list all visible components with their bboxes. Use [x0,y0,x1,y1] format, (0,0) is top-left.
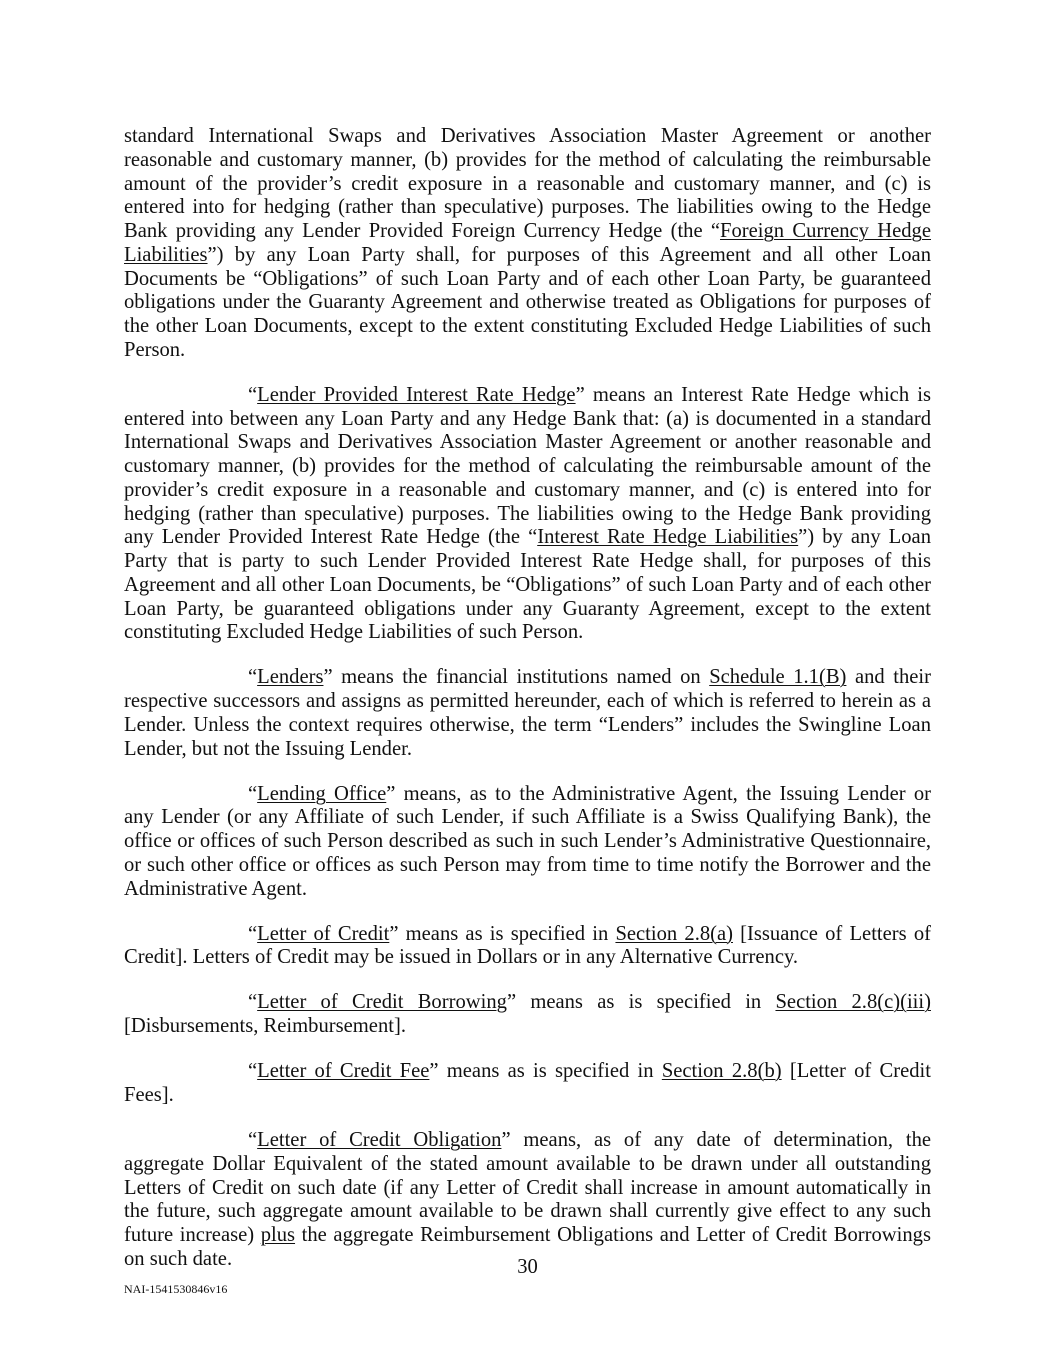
paragraph-text: “ [248,782,258,805]
underlined-term: Lender Provided Interest Rate Hedge [257,383,576,406]
paragraph-text: the aggregate Reimbursement Obligations and Letter of Credit Borrowings on such date. [124,1224,931,1270]
definition-paragraph [124,1129,931,1272]
definition-paragraph [124,991,931,1039]
underlined-term: Letter of Credit Borrowing [257,991,507,1014]
underlined-term: Section 2.8(b) [661,1060,782,1083]
definition-paragraph [124,783,931,902]
paragraph-text: “ [248,1129,258,1152]
definition-paragraph [124,384,931,645]
paragraph-text: [Letter of Credit Fees]. [124,1060,931,1107]
paragraph-text: “ [248,383,258,406]
underlined-term: Lending Office [257,782,387,805]
paragraph-text: ” means the financial institutions named on [323,666,710,689]
paragraph-text: and their respective successors and assigns as permitted hereunder, each of which is referred to herein as a Lender. Unless the context requires otherwise, the term “Lenders” includes the Swingline Loan Lender, but not the Issuing Lender. [124,666,931,760]
underlined-term: Letter of Credit [257,922,390,945]
paragraph-text: “ [248,666,258,689]
paragraph-text: standard International Swaps and Derivatives Association Master Agreement or another reasonable and customary manner, (b) provides for the method of calculating the reimbursable amount of the provider’s credit exposure in a reasonable and customary manner, and (c) is entered into for hedging (rather than speculative) purposes. The liabilities owing to the Hedge Bank providing any Lender Provided Foreign Currency Hedge (the “ [124,125,931,242]
underlined-term: Schedule 1.1(B) [709,666,847,689]
definition-paragraph [124,923,931,971]
definition-paragraph [124,1060,931,1108]
paragraph-text: “ [248,1060,258,1083]
underlined-term: Interest Rate Hedge Liabilities [537,526,799,549]
paragraph-text: [Disbursements, Reimbursement]. [124,1015,406,1038]
definition-paragraph [124,666,931,761]
paragraph-text: ” means as is specified in [389,922,616,945]
page-number: 30 [517,1256,538,1278]
document-body [124,125,931,1293]
paragraph-text: ” means as is specified in [506,991,776,1014]
paragraph-text: ”) by any Loan Party shall, for purposes of this Agreement and all other Loan Documents be “Obligations” of such Loan Party and of each other Loan Party, be guaranteed obligations under the Guaranty Agreement and otherwise treated as Obligations for purposes of the other Loan Documents, except to the extent constituting Excluded Hedge Liabilities of such Person. [124,243,931,361]
underlined-term: Section 2.8(c)(iii) [775,991,931,1014]
underlined-term: Letter of Credit Obligation [257,1129,502,1152]
underlined-term: Lenders [257,666,324,689]
paragraph-text: [Issuance of Letters of Credit]. Letters of Credit may be issued in Dollars or in any Alternative Currency. [124,922,931,969]
underlined-term: plus [260,1224,296,1247]
paragraph-text: ”) by any Loan Party that is party to such Lender Provided Interest Rate Hedge shall, for purposes of this Agreement and all other Loan Documents, be “Obligations” of such Loan Party and of each other Loan Party, be guaranteed obligations under any Guaranty Agreement, except to the extent constituting Excluded Hedge Liabilities of such Person. [124,526,931,644]
paragraph-text: ” means, as to the Administrative Agent, the Issuing Lender or any Lender (or any Affiliate of such Lender, if such Affiliate is a Swiss Qualifying Bank), the office or offices of such Person described as such in such Lender’s Administrative Questionnaire, or such other office or offices as such Person may from time to time notify the Borrower and the Administrative Agent. [124,782,932,900]
paragraph-text: ” means an Interest Rate Hedge which is entered into between any Loan Party and any Hedge Bank that: (a) is documented in a standard International Swaps and Derivatives Association Master Agreement or another reasonable and customary manner, (b) provides for the method of calculating the reimbursable amount of the provider’s credit exposure in a reasonable and customary manner, and (c) is entered into for hedging (rather than speculative) purposes. The liabilities owing to the Hedge Bank providing any Lender Provided Interest Rate Hedge (the “ [124,383,931,549]
paragraph-text: ” means, as of any date of determination, the aggregate Dollar Equivalent of the stated amount available to be drawn under all outstanding Letters of Credit on such date (if any Letter of Credit shall increase in amount automatically in the future, such aggregate amount available to be drawn shall currently give effect to any such future increase) [124,1129,932,1247]
document-id: NAI-1541530846v16 [124,1282,228,1296]
paragraph-text: “ [248,991,258,1014]
paragraph-text: “ [248,922,258,945]
underlined-term: Section 2.8(a) [615,922,733,945]
paragraph-text: ” means as is specified in [429,1060,662,1083]
underlined-term: Letter of Credit Fee [257,1060,430,1083]
definition-paragraph [124,125,931,363]
underlined-term: Foreign Currency Hedge Liabilities [124,220,931,266]
